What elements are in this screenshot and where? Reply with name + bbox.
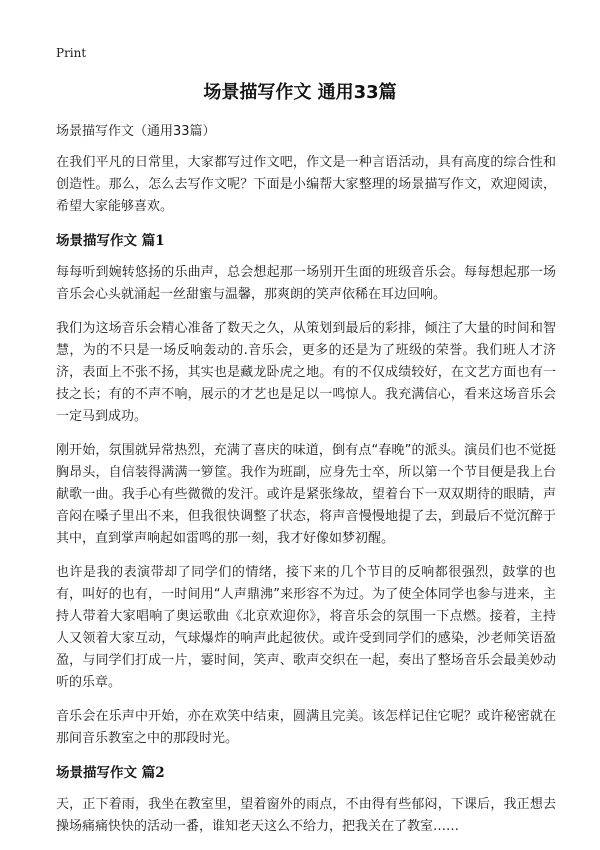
section-2-paragraph-1: 天，正下着雨，我坐在教室里，望着窗外的雨点，不由得有些郁闷，下课后，我正想去操场痛痛快快的活动一番，谁知老天这么不给力，把我关在了教室…… — [56, 797, 556, 834]
section-1-paragraph-5: 音乐会在乐声中开始，亦在欢笑中结束，圆满且完美。该怎样记住它呢？或许秘密就在那间音乐教室之中的那段时光。 — [56, 709, 556, 746]
section-1-paragraph-3: 刚开始，氛围就异常热烈，充满了喜庆的味道，倒有点“春晚”的派头。演员们也不觉挺胸昂头，自信装得满满一箩筐。我作为班副，应身先士卒，所以第一个节目便是我上台献歌一曲。我手心有些微微的发汗。或许是紧张缘故，望着台下一双双期待的眼睛，声音闷在嗓子里出不来，但我很快调整了状态，将声音慢慢地提了去，到最后不觉沉醉于其中，直到掌声响起如雷鸣的那一刻，我才好像如梦初醒。 — [56, 443, 556, 546]
intro-paragraph: 在我们平凡的日常里，大家都写过作文吧，作文是一种言语活动，具有高度的综合性和创造性。那么，怎么去写作文呢？下面是小编帮大家整理的场景描写作文，欢迎阅读，希望大家能够喜欢。 — [56, 155, 556, 214]
section-heading-1: 场景描写作文 篇1 — [56, 233, 165, 249]
section-heading-2: 场景描写作文 篇2 — [56, 765, 165, 781]
page-title: 场景描写作文 通用33篇 — [203, 82, 397, 103]
article-body — [56, 121, 556, 850]
section-1-paragraph-2: 我们为这场音乐会精心准备了数天之久，从策划到最后的彩排，倾注了大量的时间和智慧，为的不只是一场反响轰动的.音乐会，更多的还是为了班级的荣誉。我们班人才济济，表面上不张不扬，其实也是藏龙卧虎之地。有的不仅成绩较好，在文艺方面也有一技之长；有的不声不响，展示的才艺也是足以一鸣惊人。我充满信心，看来这场音乐会一定马到成功。 — [56, 321, 556, 424]
print-link[interactable]: Print — [56, 46, 87, 60]
section-1-paragraph-4: 也许是我的表演带却了同学们的情绪，接下来的几个节目的反响都很强烈，鼓掌的也有，叫好的也有，一时间用“人声鼎沸”来形容不为过。为了使全体同学也参与进来，主持人带着大家唱响了奥运歌曲《北京欢迎你》，将音乐会的氛围一下点燃。接着，主持人又领着大家互动，气球爆炸的响声此起彼伏。或许受到同学们的感染，沙老师笑语盈盈，与同学们打成一片，霎时间，笑声、歌声交织在一起，奏出了整场音乐会最美妙动听的乐章。 — [56, 565, 556, 690]
intro-subtitle: 场景描写作文（通用33篇） — [56, 124, 216, 139]
section-1-paragraph-1: 每每听到婉转悠扬的乐曲声，总会想起那一场别开生面的班级音乐会。每每想起那一场音乐会心头就涌起一丝甜蜜与温馨，那爽朗的笑声依稀在耳边回响。 — [56, 265, 556, 302]
